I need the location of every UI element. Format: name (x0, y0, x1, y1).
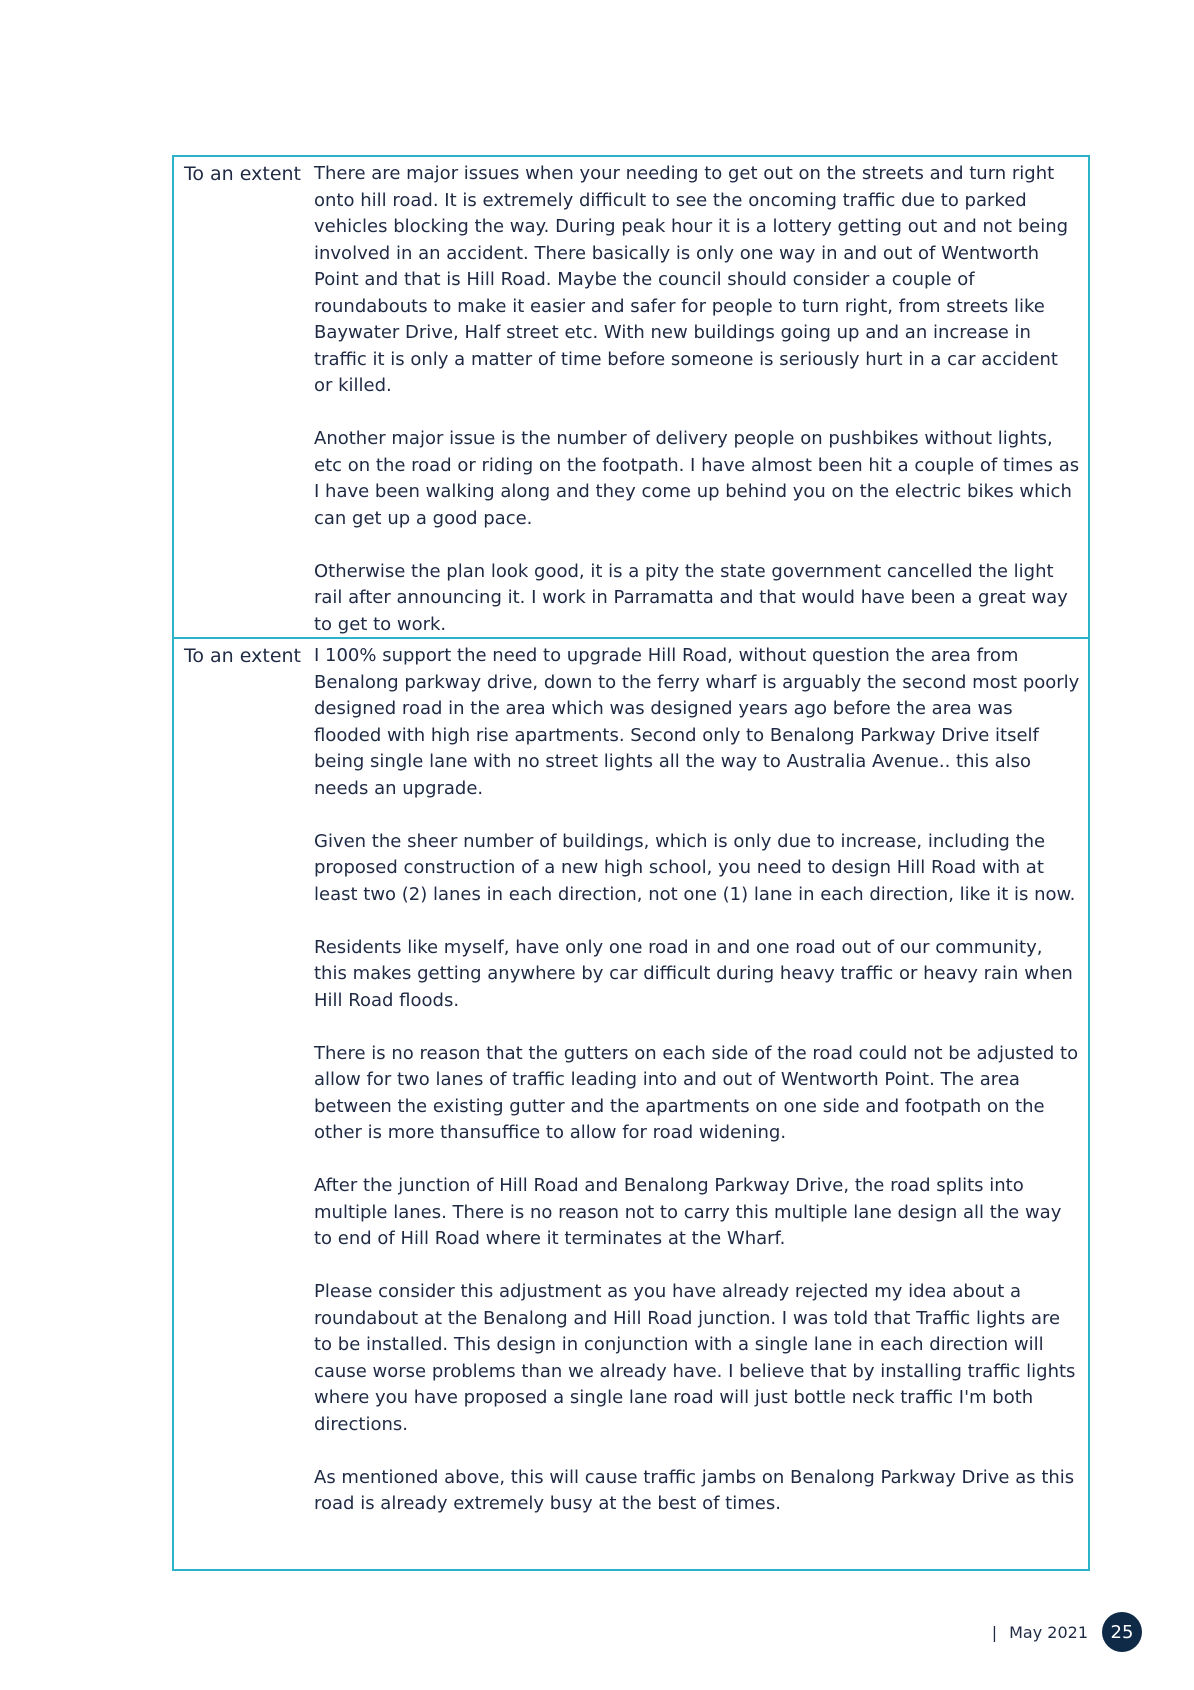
comment-cell (314, 639, 1088, 1569)
comment-paragraph: Residents like myself, have only one road in and one road out of our community, this makes getting anywhere by car difficult during heavy traffic or heavy rain when Hill Road floods. (314, 936, 1073, 1011)
comment-paragraph: Otherwise the plan look good, it is a pity the state government cancelled the light rail after announcing it. I work in Parramatta and that would have been a great way to get to work. (314, 560, 1068, 635)
footer-separator: | (991, 1622, 998, 1642)
footer-date: May 2021 (1009, 1622, 1088, 1642)
comment-paragraph: Please consider this adjustment as you have already rejected my idea about a roundabout at the Benalong and Hill Road junction. I was told that Traffic lights are to be installed. This design in conjunction with a single lane in each direction will cause worse problems than we already have. I believe that by installing traffic lights where you have proposed a single lane road will just bottle neck traffic I'm both directions. (314, 1281, 1076, 1435)
comment-paragraph: There is no reason that the gutters on each side of the road could not be adjusted to allow for two lanes of traffic leading into and out of Wentworth Point. The area between the existing gutter and the apartments on one side and footpath on the other is more thansuffice to allow for road widening. (314, 1042, 1079, 1143)
table-row (174, 637, 1088, 1569)
comment-paragraph: I 100% support the need to upgrade Hill Road, without question the area from Benalong parkway drive, down to the ferry wharf is arguably the second most poorly designed road in the area which was designed years ago before the area was flooded with high rise apartments. Second only to Benalong Parkway Drive itself being single lane with no street lights all the way to Australia Avenue.. this also needs an upgrade. (314, 645, 1080, 799)
rating-cell: To an extent (184, 163, 301, 185)
rating-cell: To an extent (184, 645, 301, 667)
comment-cell (314, 157, 1088, 637)
comment-paragraph: Given the sheer number of buildings, which is only due to increase, including the proposed construction of a new high school, you need to design Hill Road with at least two (2) lanes in each direction, not one (1) lane in each direction, like it is now. (314, 830, 1076, 905)
table-row (174, 157, 1088, 637)
comment-paragraph: There are major issues when your needing to get out on the streets and turn right onto hill road. It is extremely difficult to see the oncoming traffic due to parked vehicles blocking the way. During peak hour it is a lottery getting out and not being involved in an accident. There basically is only one way in and out of Wentworth Point and that is Hill Road. Maybe the council should consider a couple of roundabouts to make it easier and safer for people to turn right, from streets like Baywater Drive, Half street etc. With new buildings going up and an increase in traffic it is only a matter of time before someone is seriously hurt in a car accident or killed. (314, 163, 1069, 396)
comment-paragraph: After the junction of Hill Road and Benalong Parkway Drive, the road splits into multiple lanes. There is no reason not to carry this multiple lane design all the way to end of Hill Road where it terminates at the Wharf. (314, 1175, 1062, 1249)
comment-paragraph: As mentioned above, this will cause traffic jambs on Benalong Parkway Drive as this road is already extremely busy at the best of times. (314, 1466, 1075, 1514)
comment-paragraph: Another major issue is the number of delivery people on pushbikes without lights, etc on the road or riding on the footpath. I have almost been hit a couple of times as I have been walking along and they come up behind you on the electric bikes which can get up a good pace. (314, 428, 1080, 529)
page-footer (992, 1612, 1142, 1652)
page-number-badge: 25 (1102, 1612, 1142, 1652)
response-table (172, 155, 1090, 1571)
